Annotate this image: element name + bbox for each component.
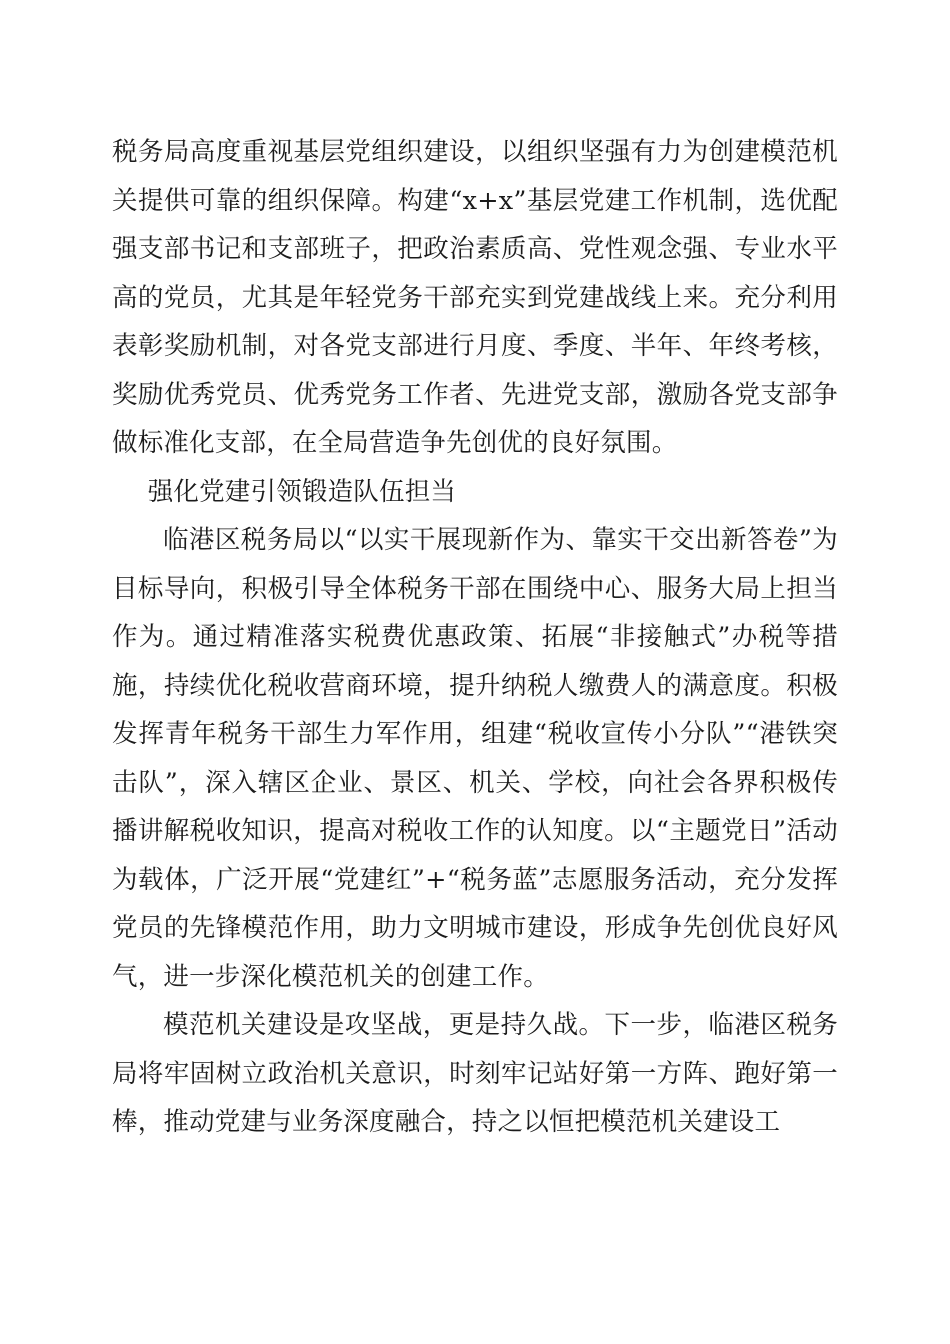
paragraph-heading: 强化党建引领锻造队伍担当: [147, 476, 457, 507]
paragraph-3: 临港区税务局以“以实干展现新作为、靠实干交出新答卷”为目标导向，积极引导全体税务干部在围绕中心、服务大局上担当作为。通过精准落实税费优惠政策、拓展“非接触式”办税等措施，持续优化税收营商环境，提升纳税人缴费人的满意度。积极发挥青年税务干部生力军作用，组建“税收宣传小分队”“港铁突击队”，深入辖区企业、景区、机关、学校，向社会各界积极传播讲解税收知识，提高对税收工作的认知度。以“主题党日”活动为载体，广泛开展“党建红”+“税务蓝”志愿服务活动，充分发挥党员的先锋模范作用，助力文明城市建设，形成争先创优良好风气，进一步深化模范机关的创建工作。: [112, 525, 838, 992]
paragraph-4: 模范机关建设是攻坚战，更是持久战。下一步，临港区税务局将牢固树立政治机关意识，时刻牢记站好第一方阵、跑好第一棒，推动党建与业务深度融合，持之以恒把模范机关建设工: [112, 1010, 838, 1137]
document-body: [112, 128, 838, 1147]
paragraph-1: 税务局高度重视基层党组织建设，以组织坚强有力为创建模范机关提供可靠的组织保障。构建“x+x”基层党建工作机制，选优配强支部书记和支部班子，把政治素质高、党性观念强、专业水平高的党员，尤其是年轻党务干部充实到党建战线上来。充分利用表彰奖励机制，对各党支部进行月度、季度、半年、年终考核，奖励优秀党员、优秀党务工作者、先进党支部，激励各党支部争做标准化支部，在全局营造争先创优的良好氛围。: [112, 137, 838, 458]
